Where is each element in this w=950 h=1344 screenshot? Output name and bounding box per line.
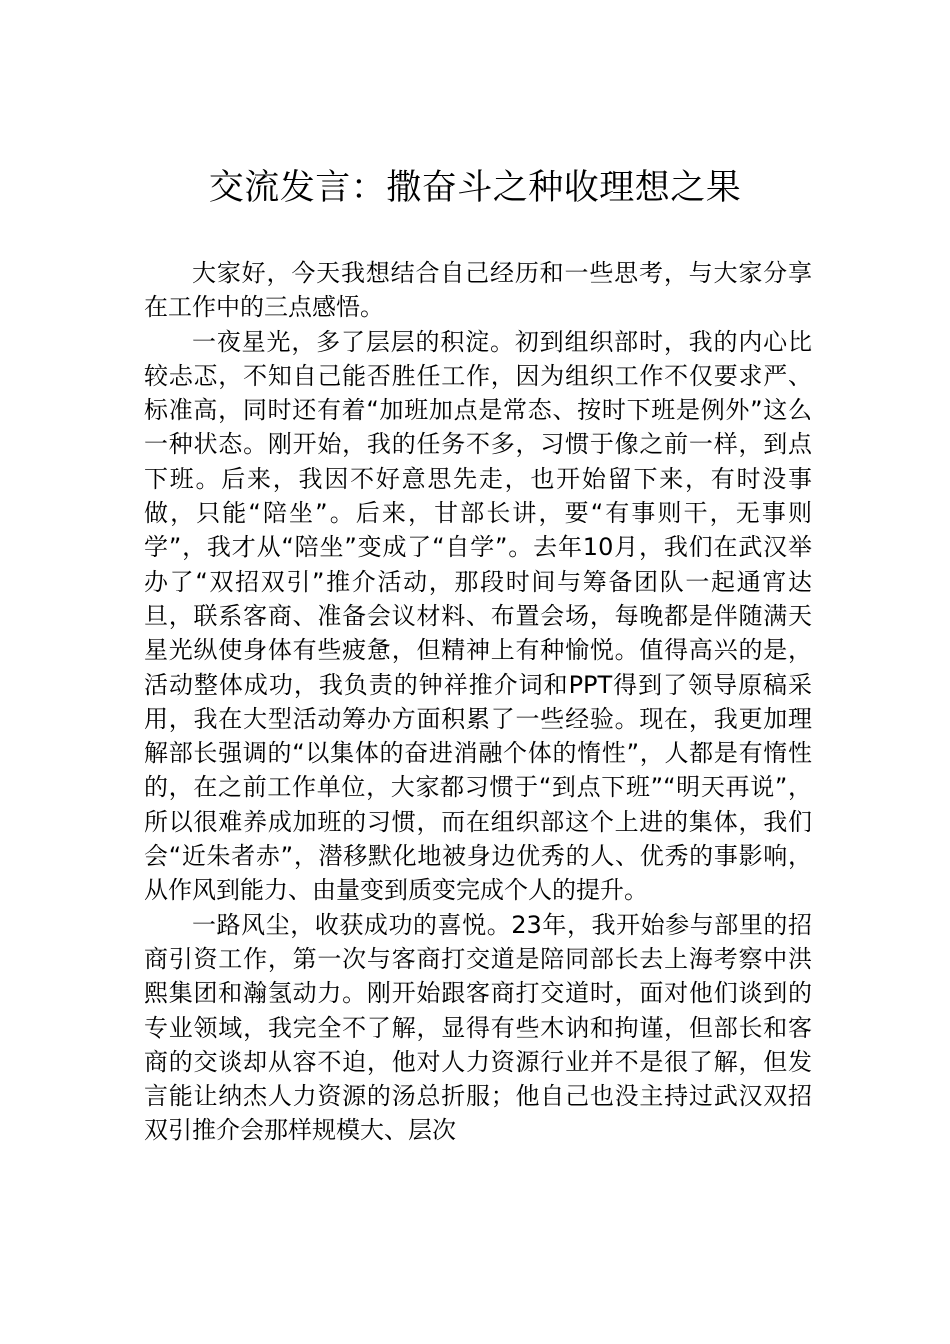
paragraph-starlight: 一夜星光，多了层层的积淀。初到组织部时，我的内心比较忐忑，不知自己能否胜任工作，因为组织工作不仅要求严、标准高，同时还有着“加班加点是常态、按时下班是例外”这么一种状态。刚开始，我的任务不多，习惯于像之前一样，到点下班。后来，我因不好意思先走，也开始留下来，有时没事做，只能“陪坐”。后来，甘部长讲，要“有事则干，无事则学”，我才从“陪坐”变成了“自学”。去年10月，我们在武汉举办了“双招双引”推介活动，那段时间与筹备团队一起通宵达旦，联系客商、准备会议材料、布置会场，每晚都是伴随满天星光纵使身体有些疲惫，但精神上有种愉悦。值得高兴的是，活动整体成功，我负责的钟祥推介词和PPT得到了领导原稿采用，我在大型活动筹办方面积累了一些经验。现在，我更加理解部长强调的“以集体的奋进消融个体的惰性”，人都是有惰性的，在之前工作单位，大家都习惯于“到点下班”“明天再说”，所以很难养成加班的习惯，而在组织部这个上进的集体，我们会“近朱者赤”，潜移默化地被身边优秀的人、优秀的事影响，从作风到能力、由量变到质变完成个人的提升。 — [144, 327, 812, 905]
paragraph-greeting: 大家好，今天我想结合自己经历和一些思考，与大家分享在工作中的三点感悟。 — [144, 259, 812, 322]
paragraph-journey: 一路风尘，收获成功的喜悦。23年，我开始参与部里的招商引资工作，第一次与客商打交道是陪同部长去上海考察中洪熙集团和瀚氢动力。刚开始跟客商打交道时，面对他们谈到的专业领域，我完全不了解，显得有些木讷和拘谨，但部长和客商的交谈却从容不迫，他对人力资源行业并不是很了解，但发言能让纳杰人力资源的汤总折服；他自己也没主持过武汉双招双引推介会那样规模大、层次 — [144, 910, 812, 1145]
document-title: 交流发言：撒奋斗之种收理想之果 — [208, 168, 742, 208]
document-body — [144, 256, 812, 1148]
